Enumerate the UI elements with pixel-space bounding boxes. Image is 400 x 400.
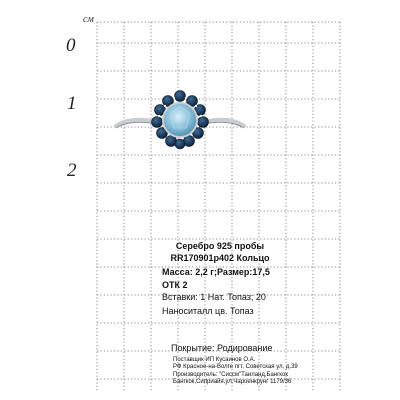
product-title-article: RR170901p402 Кольцо bbox=[170, 253, 270, 263]
ruler-mark-0: 0 bbox=[66, 35, 76, 56]
ruler-mark-2: 2 bbox=[67, 160, 77, 181]
product-mass-size: Масса: 2,2 г;Размер:17,5 bbox=[162, 267, 270, 277]
product-coating: Покрытие: Родирование bbox=[171, 343, 273, 353]
supplier-line: Бангкок,Сиприайя,ул.Чароенкрунг 1179/36 bbox=[173, 379, 292, 385]
supplier-line: Производитель: "Сиссм"Таиланд,Бангкок bbox=[173, 372, 288, 378]
supplier-line: Поставщик ИП Кусаинов О.А. bbox=[173, 357, 256, 363]
product-inserts-continued: Наноситалл цв. Топаз bbox=[162, 306, 254, 316]
ring-product-photo bbox=[110, 82, 250, 152]
product-title-material: Серебро 925 пробы bbox=[175, 241, 265, 251]
grid-lines bbox=[97, 22, 340, 392]
center-topaz-stone bbox=[163, 103, 197, 137]
ruler-unit-label: см bbox=[83, 14, 94, 25]
product-otk: ОТК 2 bbox=[162, 280, 188, 290]
ruler-mark-1: 1 bbox=[67, 93, 77, 114]
supplier-line: РФ Красное-на-Волге пгт, Советская ул, д.39 bbox=[173, 364, 298, 370]
product-inserts: Вставки: 1 Нат. Топаз; 20 bbox=[162, 292, 266, 302]
